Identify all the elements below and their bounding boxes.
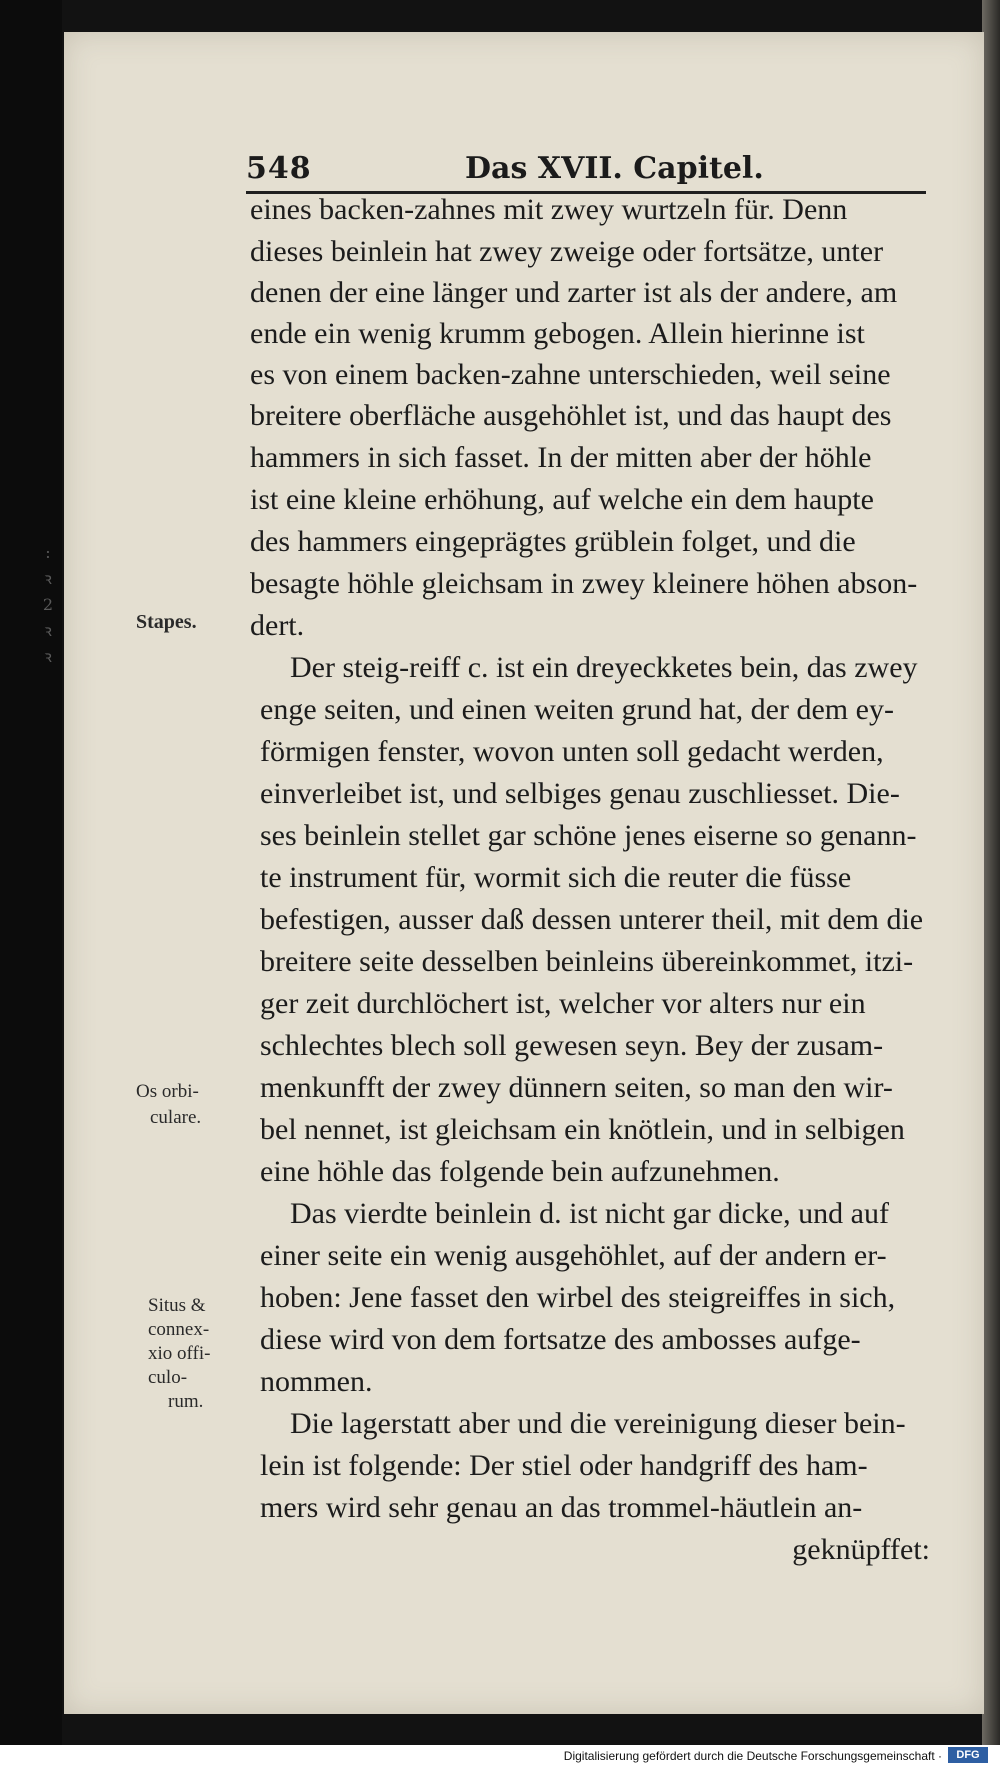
body-line: ger zeit durchlöchert ist, welcher vor alters nur ein [260,987,866,1020]
body-line: hoben: Jene fasset den wirbel des steigreiffes in sich, [260,1281,896,1314]
dfg-logo: DFG [948,1747,988,1763]
body-line: des hammers eingeprägtes grüblein folget, und die [250,525,856,558]
catchword-line: geknüpffet: [792,1533,930,1566]
margin-note-situs-1: Situs & [148,1295,206,1316]
body-line: hammers in sich fasset. In der mitten aber der höhle [250,441,872,474]
body-line: einverleibet ist, und selbiges genau zuschliesset. Die- [260,777,900,810]
body-line: dieses beinlein hat zwey zweige oder fortsätze, unter [250,235,884,268]
margin-note-situs-2: connex- [148,1319,210,1340]
body-line: förmigen fenster, wovon unten soll gedacht werden, [260,735,884,768]
margin-note-situs-3: xio offi- [148,1343,211,1364]
running-head: Das XVII. Capitel. [465,151,764,186]
margin-note-situs-4: culo- [148,1367,188,1388]
left-edge-marks: : ꝛ 2 ꝛ ꝛ [42,543,54,666]
body-line: Die lagerstatt aber und die vereinigung dieser bein- [290,1407,906,1440]
page-edge [982,0,1000,1745]
body-line: ist eine kleine erhöhung, auf welche ein dem haupte [250,483,874,516]
funding-credit: Digitalisierung gefördert durch die Deutsche Forschungsgemeinschaft · [563,1749,942,1763]
body-line: einer seite ein wenig ausgehöhlet, auf der andern er- [260,1239,887,1272]
body-line: nommen. [260,1365,373,1398]
margin-note-os-orbiculare-2: culare. [150,1107,202,1128]
body-line: menkunfft der zwey dünnern seiten, so man den wir- [260,1071,893,1104]
body-line: enge seiten, und einen weiten grund hat, der dem ey- [260,693,894,726]
body-line: dert. [250,609,305,642]
page-number: 548 [246,151,312,186]
body-line: ende ein wenig krumm gebogen. Allein hierinne ist [250,317,865,350]
body-line: denen der eine länger und zarter ist als der andere, am [250,276,898,309]
body-line: mers wird sehr genau an das trommel-häutlein an- [260,1491,863,1524]
body-line: besagte höhle gleichsam in zwey kleinere höhen abson- [250,567,918,600]
body-line: lein ist folgende: Der stiel oder handgriff des ham- [260,1449,868,1482]
margin-note-stapes: Stapes. [136,611,197,633]
body-line: schlechtes blech soll gewesen seyn. Bey der zusam- [260,1029,884,1062]
body-line: breitere seite desselben beinleins übereinkommet, itzi- [260,945,914,978]
body-line: eines backen-zahnes mit zwey wurtzeln für. Denn [250,193,848,226]
body-line: breitere oberfläche ausgehöhlet ist, und das haupt des [250,399,892,432]
margin-note-os-orbiculare-1: Os orbi- [136,1081,199,1102]
body-line: befestigen, ausser daß dessen unterer theil, mit dem die [260,903,924,936]
left-page-strip [0,0,62,1745]
body-line: diese wird von dem fortsatze des ambosses aufge- [260,1323,861,1356]
margin-note-situs-5: rum. [168,1391,204,1412]
body-line: eine höhle das folgende bein aufzunehmen. [260,1155,780,1188]
body-line: ses beinlein stellet gar schöne jenes eiserne so genann- [260,819,917,852]
body-line: Der steig-reiff c. ist ein dreyeckketes bein, das zwey [290,651,918,684]
body-line: te instrument für, wormit sich die reuter die füsse [260,861,852,894]
body-line: Das vierdte beinlein d. ist nicht gar dicke, und auf [290,1197,889,1230]
body-line: es von einem backen-zahne unterschieden, weil seine [250,358,891,391]
body-line: bel nennet, ist gleichsam ein knötlein, und in selbigen [260,1113,905,1146]
